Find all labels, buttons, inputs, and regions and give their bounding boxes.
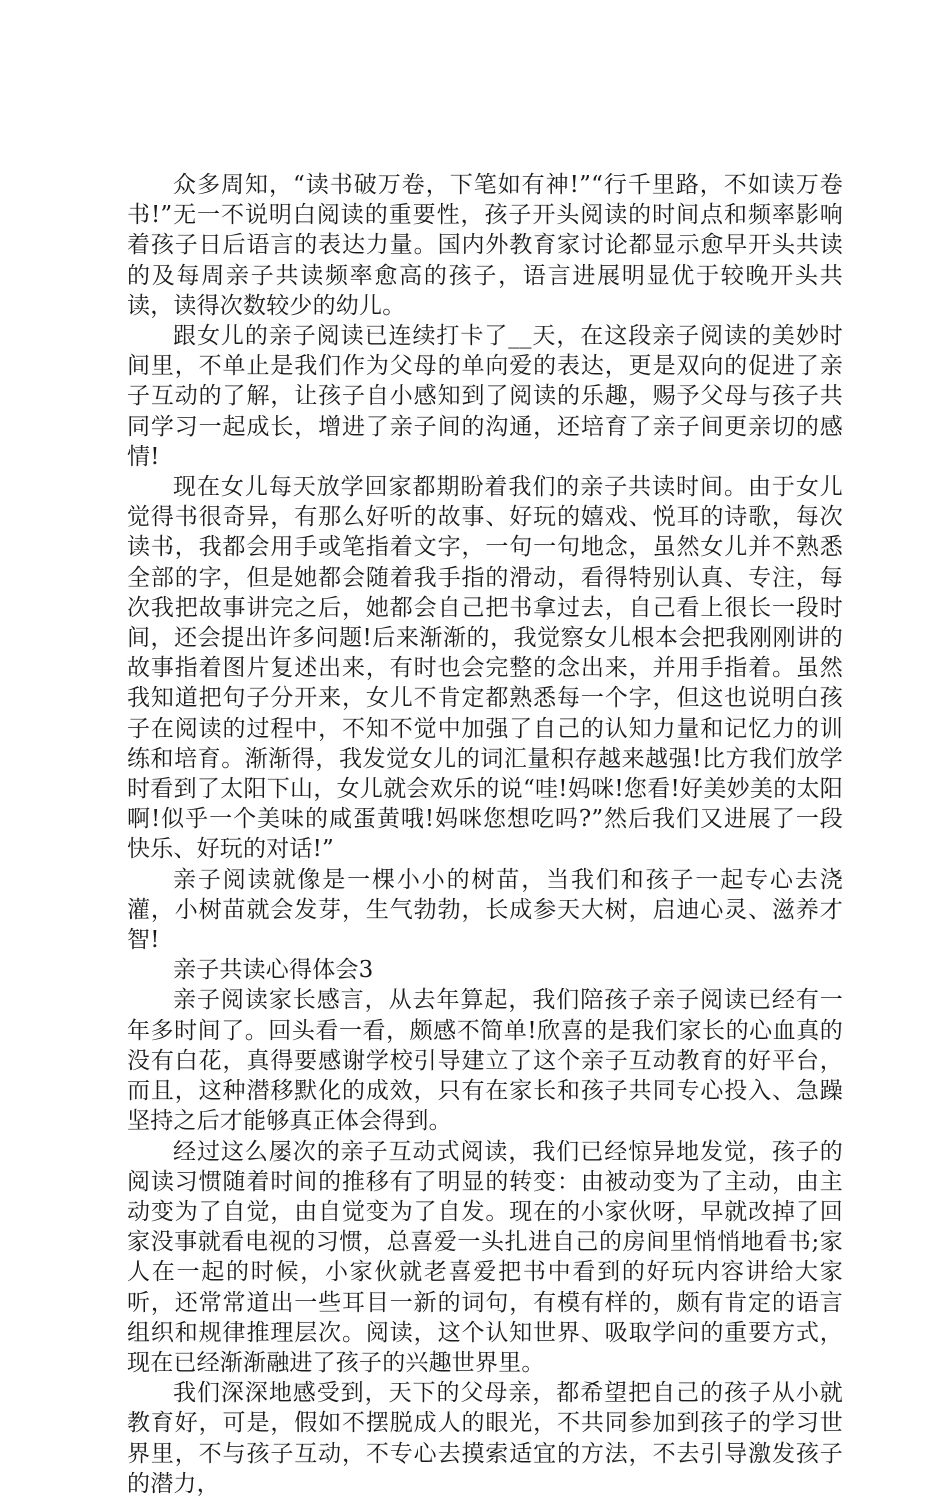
document-body <box>127 170 843 1499</box>
paragraph-parents-feeling: 我们深深地感受到，天下的父母亲，都希望把自己的孩子从小就教育好，可是，假如不摆脱成人的眼光，不共同参加到孩子的学习世界里，不与孩子互动，不专心去摸索适宜的方法，不去引导激发孩子的潜力， <box>127 1380 843 1497</box>
paragraph-habit-change: 经过这么屡次的亲子互动式阅读，我们已经惊异地发觉，孩子的阅读习惯随着时间的推移有了明显的转变：由被动变为了主动，由主动变为了自觉，由自觉变为了自发。现在的小家伙呀，早就改掉了回家没事就看电视的习惯，总喜爱一头扎进自己的房间里悄悄地看书;家人在一起的时候，小家伙就老喜爱把书中看到的好玩内容讲给大家听，还常常道出一些耳目一新的词句，有模有样的，颇有肯定的语言组织和规律推理层次。阅读，这个认知世界、吸取学问的重要方式，现在已经渐渐融进了孩子的兴趣世界里。 <box>127 1138 843 1376</box>
paragraph-parent-remarks: 亲子阅读家长感言，从去年算起，我们陪孩子亲子阅读已经有一年多时间了。回头看一看，颇感不简单!欣喜的是我们家长的心血真的没有白花，真得要感谢学校引导建立了这个亲子互动教育的好平台，而且，这种潜移默化的成效，只有在家长和孩子共同专心投入、急躁坚持之后才能够真正体会得到。 <box>127 987 843 1135</box>
section-heading: 亲子共读心得体会3 <box>173 957 374 984</box>
paragraph-reading-importance: 众多周知，“读书破万卷，下笔如有神!”“行千里路，不如读万卷书!”无一不说明白阅读的重要性，孩子开头阅读的时间点和频率影响着孩子日后语言的表达力量。国内外教育家讨论都显示愈早开头共读的及每周亲子共读频率愈高的孩子，语言进展明显优于较晚开头共读，读得次数较少的幼儿。 <box>127 172 843 319</box>
paragraph-daughter-reading: 现在女儿每天放学回家都期盼着我们的亲子共读时间。由于女儿觉得书很奇异，有那么好听的故事、好玩的嬉戏、悦耳的诗歌，每次读书，我都会用手或笔指着文字，一句一句地念，虽然女儿并不熟悉全部的字，但是她都会随着我手指的滑动，看得特别认真、专注，每次我把故事讲完之后，她都会自己把书拿过去，自己看上很长一段时间，还会提出许多问题!后来渐渐的，我觉察女儿根本会把我刚刚讲的故事指着图片复述出来，有时也会完整的念出来，并用手指着。虽然我知道把句子分开来，女儿不肯定都熟悉每一个字，但这也说明白孩子在阅读的过程中，不知不觉中加强了自己的认知力量和记忆力的训练和培育。渐渐得，我发觉女儿的词汇量积存越来越强!比方我们放学时看到了太阳下山，女儿就会欢乐的说“哇!妈咪!您看!好美妙美的太阳啊!似乎一个美味的咸蛋黄哦!妈咪您想吃吗?”然后我们又进展了一段快乐、好玩的对话!” <box>127 474 843 863</box>
paragraph-sapling-metaphor: 亲子阅读就像是一棵小小的树苗，当我们和孩子一起专心去浇灌，小树苗就会发芽，生气勃勃，长成参天大树，启迪心灵、滋养才智! <box>127 866 843 954</box>
paragraph-daily-checkin: 跟女儿的亲子阅读已连续打卡了__天，在这段亲子阅读的美妙时间里，不单止是我们作为父母的单向爱的表达，更是双向的促进了亲子互动的了解，让孩子自小感知到了阅读的乐趣，赐予父母与孩子共同学习一起成长，增进了亲子间的沟通，还培育了亲子间更亲切的感情! <box>127 323 843 470</box>
